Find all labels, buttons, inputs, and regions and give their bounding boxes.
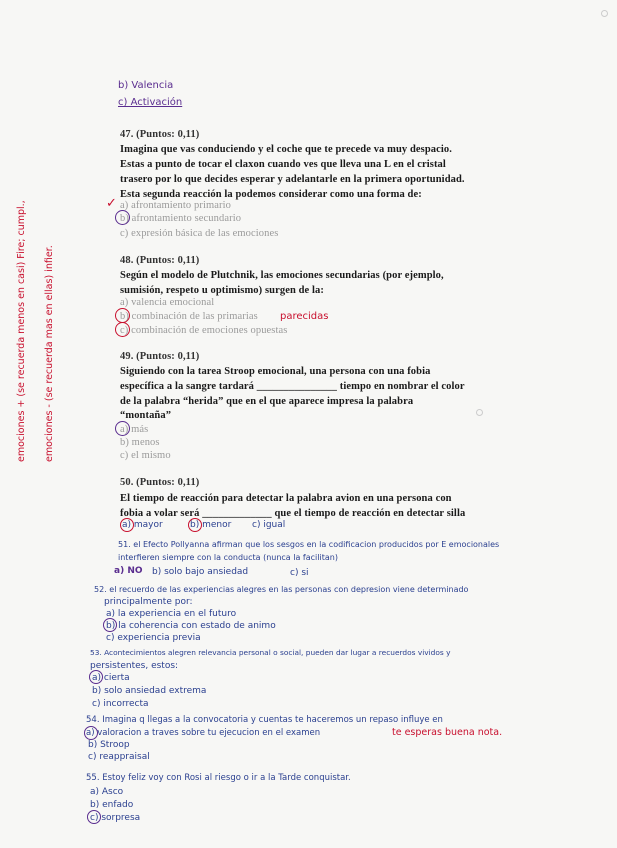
q54-line2: a) valoracion a traves sobre tu ejecucion en el examen: [86, 728, 321, 738]
q47-line3: trasero por lo que decides esperar y adelantarle en la primera oportunidad.: [120, 174, 465, 185]
q51-line1: 51. el Efecto Pollyanna afirman que los sesgos en la codificacion producidos por E emocionales: [118, 540, 500, 549]
q49-line2: específica a la sangre tardará _______________ tiempo en nombrar el color: [120, 381, 465, 392]
q48-option-a: a) valencia emocional: [120, 297, 215, 308]
q49-answer-circle: [115, 421, 130, 436]
q50-answer-circle-b: [188, 518, 202, 532]
q55-option-b: b) enfado: [90, 800, 134, 810]
q47-option-a: a) afrontamiento primario: [120, 200, 231, 211]
q53-option-b: b) solo ansiedad extrema: [92, 686, 207, 696]
q48-option-b: b) combinación de las primarias: [120, 311, 258, 322]
q55-option-a: a) Asco: [90, 787, 124, 797]
side-note-negative: emociones - (se recuerda mas en ellas) infier.: [44, 245, 55, 462]
q55-answer-circle: [87, 810, 101, 824]
q54-line1: 54. Imagina q llegas a la convocatoria y cuentas te haceremos un repaso influye en: [86, 715, 443, 725]
q47-red-tick: ✓: [106, 196, 117, 211]
q52-line1: 52. el recuerdo de las experiencias alegres en las personas con depresion viene determinado: [94, 585, 469, 594]
q47-option-c: c) expresión básica de las emociones: [120, 228, 279, 239]
q49-option-a: a) más: [120, 424, 149, 435]
q51-option-c: c) si: [290, 568, 309, 578]
q50-option-b: b) menor: [190, 520, 232, 530]
q53-line2: persistentes, estos:: [90, 661, 179, 671]
q47-header: 47. (Puntos: 0,11): [120, 129, 200, 140]
q54-option-c: c) reappraisal: [88, 752, 150, 762]
q47-line1: Imagina que vas conduciendo y el coche que te precede va muy despacio.: [120, 144, 453, 155]
q49-option-b: b) menos: [120, 437, 160, 448]
q48-line2: sumisión, respeto u optimismo) surgen de la:: [120, 285, 325, 296]
q54-note: te esperas buena nota.: [392, 727, 503, 738]
q47-option-b: b) afrontamiento secundario: [120, 213, 242, 224]
q47-line4: Esta segunda reacción la podemos considerar como una forma de:: [120, 189, 422, 200]
q54-answer-circle: [84, 726, 98, 740]
hole-punch-mid: [476, 409, 483, 416]
q48-note-parecidas: parecidas: [280, 311, 329, 322]
q50-line2: fobia a volar será _____________ que el tiempo de reacción en detectar silla: [120, 508, 466, 519]
q47-answer-circle: [115, 210, 130, 225]
q50-header: 50. (Puntos: 0,11): [120, 477, 200, 488]
q50-option-c: c) igual: [252, 520, 286, 530]
q49-line4: “montaña”: [120, 410, 172, 421]
q50-line1: El tiempo de reacción para detectar la palabra avion en una persona con: [120, 493, 452, 504]
side-note-positive: emociones + (se recuerda menos en casi) Fire; cumpl.,: [16, 200, 27, 462]
q51-option-a: a) NO: [114, 566, 143, 576]
q48-answer-circle: [115, 308, 130, 323]
q52-answer-circle: [103, 618, 117, 632]
q53-answer-circle: [89, 670, 103, 684]
q52-option-c: c) experiencia previa: [106, 633, 201, 643]
q53-option-a: a) cierta: [92, 673, 130, 683]
q47-line2: Estas a punto de tocar el claxon cuando ves que lleva una L en el cristal: [120, 159, 446, 170]
q53-line1: 53. Acontecimientos alegren relevancia personal o social, pueden dar lugar a recuerdos vividos y: [90, 648, 451, 657]
q52-option-a: a) la experiencia en el futuro: [106, 609, 237, 619]
q53-option-c: c) incorrecta: [92, 699, 149, 709]
q49-line3: de la palabra “herida” que en el que aparece impresa la palabra: [120, 396, 414, 407]
q51-line2: interfieren siempre con la conducta (nunca la facilitan): [118, 553, 338, 562]
q48-answer-circle-2: [115, 322, 130, 337]
q51-option-b: b) solo bajo ansiedad: [152, 567, 249, 577]
q52-line2: principalmente por:: [104, 597, 193, 607]
q52-option-b: b) la coherencia con estado de animo: [106, 621, 276, 631]
q55-option-c: c) sorpresa: [90, 813, 141, 823]
answer-valencia: b) Valencia: [118, 80, 174, 91]
q55-line1: 55. Estoy feliz voy con Rosi al riesgo o ir a la Tarde conquistar.: [86, 773, 351, 783]
q49-option-c: c) el mismo: [120, 450, 171, 461]
q49-line1: Siguiendo con la tarea Stroop emocional, una persona con una fobia: [120, 366, 431, 377]
q49-header: 49. (Puntos: 0,11): [120, 351, 200, 362]
q48-option-c: c) combinación de emociones opuestas: [120, 325, 288, 336]
q48-header: 48. (Puntos: 0,11): [120, 255, 200, 266]
q54-option-b: b) Stroop: [88, 740, 130, 750]
q50-answer-circle-a: [120, 518, 134, 532]
q48-line1: Según el modelo de Plutchnik, las emociones secundarias (por ejemplo,: [120, 270, 444, 281]
answer-activacion: c) Activación: [118, 97, 183, 108]
hole-punch-top: [601, 10, 608, 17]
q50-option-a: a) mayor: [122, 520, 163, 530]
